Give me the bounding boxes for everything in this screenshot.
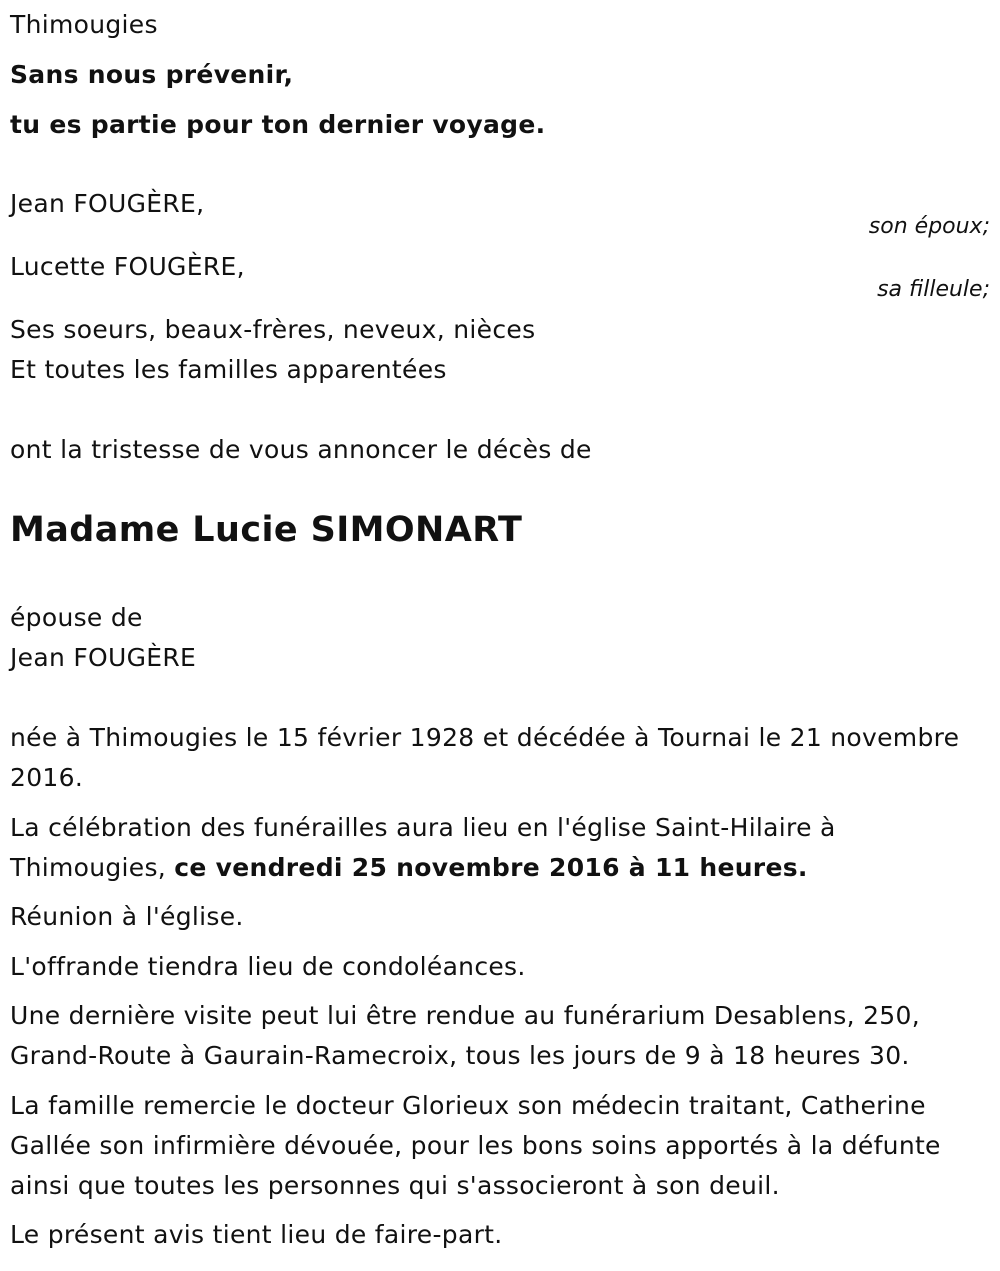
verse-line-2: tu es partie pour ton dernier voyage.: [10, 110, 546, 139]
spouse-label: épouse de: [10, 603, 143, 632]
place-name: Thimougies: [10, 10, 158, 39]
visit-line-2: Grand-Route à Gaurain-Ramecroix, tous les jours de 9 à 18 heures 30.: [10, 1041, 910, 1070]
thanks-line-3: ainsi que toutes les personnes qui s'associeront à son deuil.: [10, 1171, 780, 1200]
family-member-1-name: Jean FOUGÈRE,: [10, 189, 205, 218]
relatives-line-2: Et toutes les familles apparentées: [10, 355, 447, 384]
ceremony-place: Thimougies,: [10, 853, 175, 882]
family-member-2-name: Lucette FOUGÈRE,: [10, 252, 245, 281]
ceremony-line-2: [10, 848, 808, 888]
thanks-line-1: La famille remercie le docteur Glorieux son médecin traitant, Catherine: [10, 1091, 926, 1120]
birth-death-line-2: 2016.: [10, 763, 84, 792]
birth-death-line-1: née à Thimougies le 15 février 1928 et décédée à Tournai le 21 novembre: [10, 723, 960, 752]
spouse-name: Jean FOUGÈRE: [10, 643, 197, 672]
relatives-line-1: Ses soeurs, beaux-frères, neveux, nièces: [10, 315, 536, 344]
visit-line-1: Une dernière visite peut lui être rendue au funérarium Desablens, 250,: [10, 1001, 920, 1030]
deceased-name: Madame Lucie SIMONART: [10, 510, 523, 550]
verse-line-1: Sans nous prévenir,: [10, 60, 294, 89]
ceremony-line-1: La célébration des funérailles aura lieu en l'église Saint-Hilaire à: [10, 813, 836, 842]
offering-text: L'offrande tiendra lieu de condoléances.: [10, 952, 526, 981]
notice-text: Le présent avis tient lieu de faire-part.: [10, 1220, 503, 1249]
thanks-line-2: Gallée son infirmière dévouée, pour les bons soins apportés à la défunte: [10, 1131, 941, 1160]
meeting-text: Réunion à l'église.: [10, 902, 244, 931]
ceremony-date: ce vendredi 25 novembre 2016 à 11 heures.: [174, 853, 808, 882]
family-member-2-role: sa filleule;: [877, 277, 990, 302]
announcement-text: ont la tristesse de vous annoncer le décès de: [10, 435, 592, 464]
family-member-1-role: son époux;: [868, 214, 990, 239]
